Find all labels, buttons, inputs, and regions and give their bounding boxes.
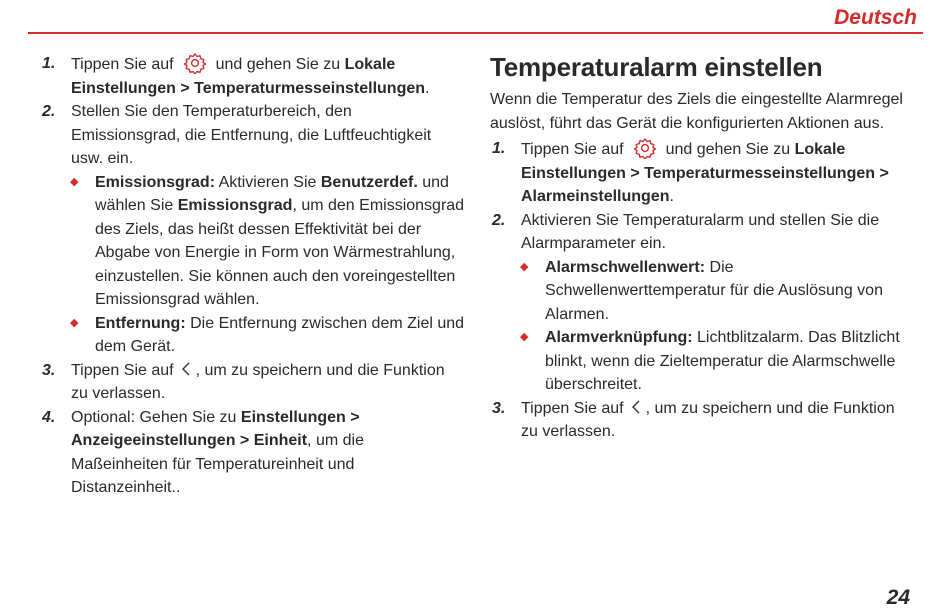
language-label: Deutsch bbox=[834, 6, 917, 29]
step-text: Stellen Sie den Temperaturbereich, den Emissionsgrad, die Entfernung, die Luftfeuchtigkeit usw. ein. bbox=[71, 103, 432, 167]
bullet-label: Entfernung: bbox=[95, 314, 186, 332]
step-text: Tippen Sie auf bbox=[71, 361, 174, 379]
left-column bbox=[40, 52, 465, 500]
menu-path: Einstellungen > Anzeigeeinstellungen > Einheit bbox=[71, 408, 360, 449]
left-step-3 bbox=[40, 359, 465, 406]
step-number: 3. bbox=[42, 361, 56, 379]
step-text: Tippen Sie auf bbox=[71, 56, 174, 73]
left-step-1 bbox=[40, 52, 465, 100]
left-step-2 bbox=[40, 100, 465, 171]
right-step-1 bbox=[490, 137, 910, 209]
bullet-label: Alarmschwellenwert: bbox=[545, 258, 706, 276]
right-column bbox=[490, 52, 910, 444]
step-number: 4. bbox=[42, 408, 56, 426]
step-number: 1. bbox=[42, 55, 56, 72]
step-text: Tippen Sie auf bbox=[521, 141, 624, 158]
step-number: 2. bbox=[42, 103, 56, 120]
step-text: , um zu speichern und die Funktion zu verlassen. bbox=[71, 361, 445, 402]
left-step-4 bbox=[40, 406, 465, 500]
step-text: und gehen Sie zu bbox=[665, 141, 791, 158]
page-number: 24 bbox=[886, 586, 910, 609]
step-number: 2. bbox=[492, 211, 506, 229]
bullet-text: , um den Emissionsgrad des Ziels, das heißt dessen Effektivität bei der Abgabe von Energie in Form von Wärmestrahlung, einzustellen. Sie können auch den voreingestellten Emissionsgrad wählen. bbox=[95, 197, 465, 308]
bullet-label: Alarmverknüpfung: bbox=[545, 329, 693, 346]
bullet-text: Die Entfernung zwischen dem Ziel und dem Gerät. bbox=[95, 314, 465, 355]
bullet-text: und wählen Sie bbox=[95, 173, 449, 214]
diamond-bullet-icon: ◆ bbox=[70, 316, 79, 329]
step-text: , um die Maßeinheiten für Temperatureinheit und Distanzeinheit.. bbox=[71, 432, 364, 496]
section-title: Temperaturalarm einstellen bbox=[490, 52, 823, 82]
step-text: und gehen Sie zu bbox=[215, 56, 341, 73]
left-bullet-distance bbox=[40, 312, 465, 359]
bullet-text: Lichtblitzalarm. Das Blitzlicht blinkt, wenn die Zieltemperatur die Alarmschwelle überschreitet. bbox=[545, 329, 900, 393]
bullet-text: Aktivieren Sie bbox=[218, 173, 317, 191]
right-step-2 bbox=[490, 209, 910, 256]
step-text: Optional: Gehen Sie zu bbox=[71, 408, 237, 426]
step-text: Tippen Sie auf bbox=[521, 399, 624, 417]
right-bullet-linkage bbox=[490, 326, 910, 397]
bullet-text: Die Schwellenwerttemperatur für die Auslösung von Alarmen. bbox=[545, 258, 883, 323]
gear-icon bbox=[182, 52, 208, 74]
back-arrow-icon bbox=[630, 399, 644, 415]
bullet-emphasis: Benutzerdef. bbox=[320, 173, 418, 191]
section-intro: Wenn die Temperatur des Ziels die eingestellte Alarmregel auslöst, führt das Gerät die konfigurierten Aktionen aus. bbox=[490, 91, 903, 132]
diamond-bullet-icon: ◆ bbox=[520, 331, 529, 343]
punctuation: . bbox=[425, 79, 430, 97]
punctuation: . bbox=[669, 188, 674, 205]
step-number: 3. bbox=[492, 399, 506, 417]
right-step-3 bbox=[490, 397, 910, 444]
bullet-label: Emissionsgrad: bbox=[95, 173, 216, 191]
back-arrow-icon bbox=[180, 361, 194, 377]
menu-path: Lokale Einstellungen > Temperaturmesseinstellungen > Alarmeinstellungen bbox=[521, 141, 889, 205]
diamond-bullet-icon: ◆ bbox=[520, 260, 529, 273]
gear-icon bbox=[632, 137, 658, 159]
right-bullet-threshold bbox=[490, 256, 910, 327]
diamond-bullet-icon: ◆ bbox=[70, 175, 79, 188]
step-text: , um zu speichern und die Funktion zu verlassen. bbox=[521, 399, 895, 440]
bullet-emphasis: Emissionsgrad bbox=[177, 197, 293, 214]
header-divider bbox=[28, 32, 923, 34]
menu-path: Lokale Einstellungen > Temperaturmesseinstellungen bbox=[71, 56, 426, 97]
step-number: 1. bbox=[492, 140, 506, 157]
left-bullet-emissivity bbox=[40, 171, 465, 312]
step-text: Aktivieren Sie Temperaturalarm und stellen Sie die Alarmparameter ein. bbox=[521, 211, 880, 252]
